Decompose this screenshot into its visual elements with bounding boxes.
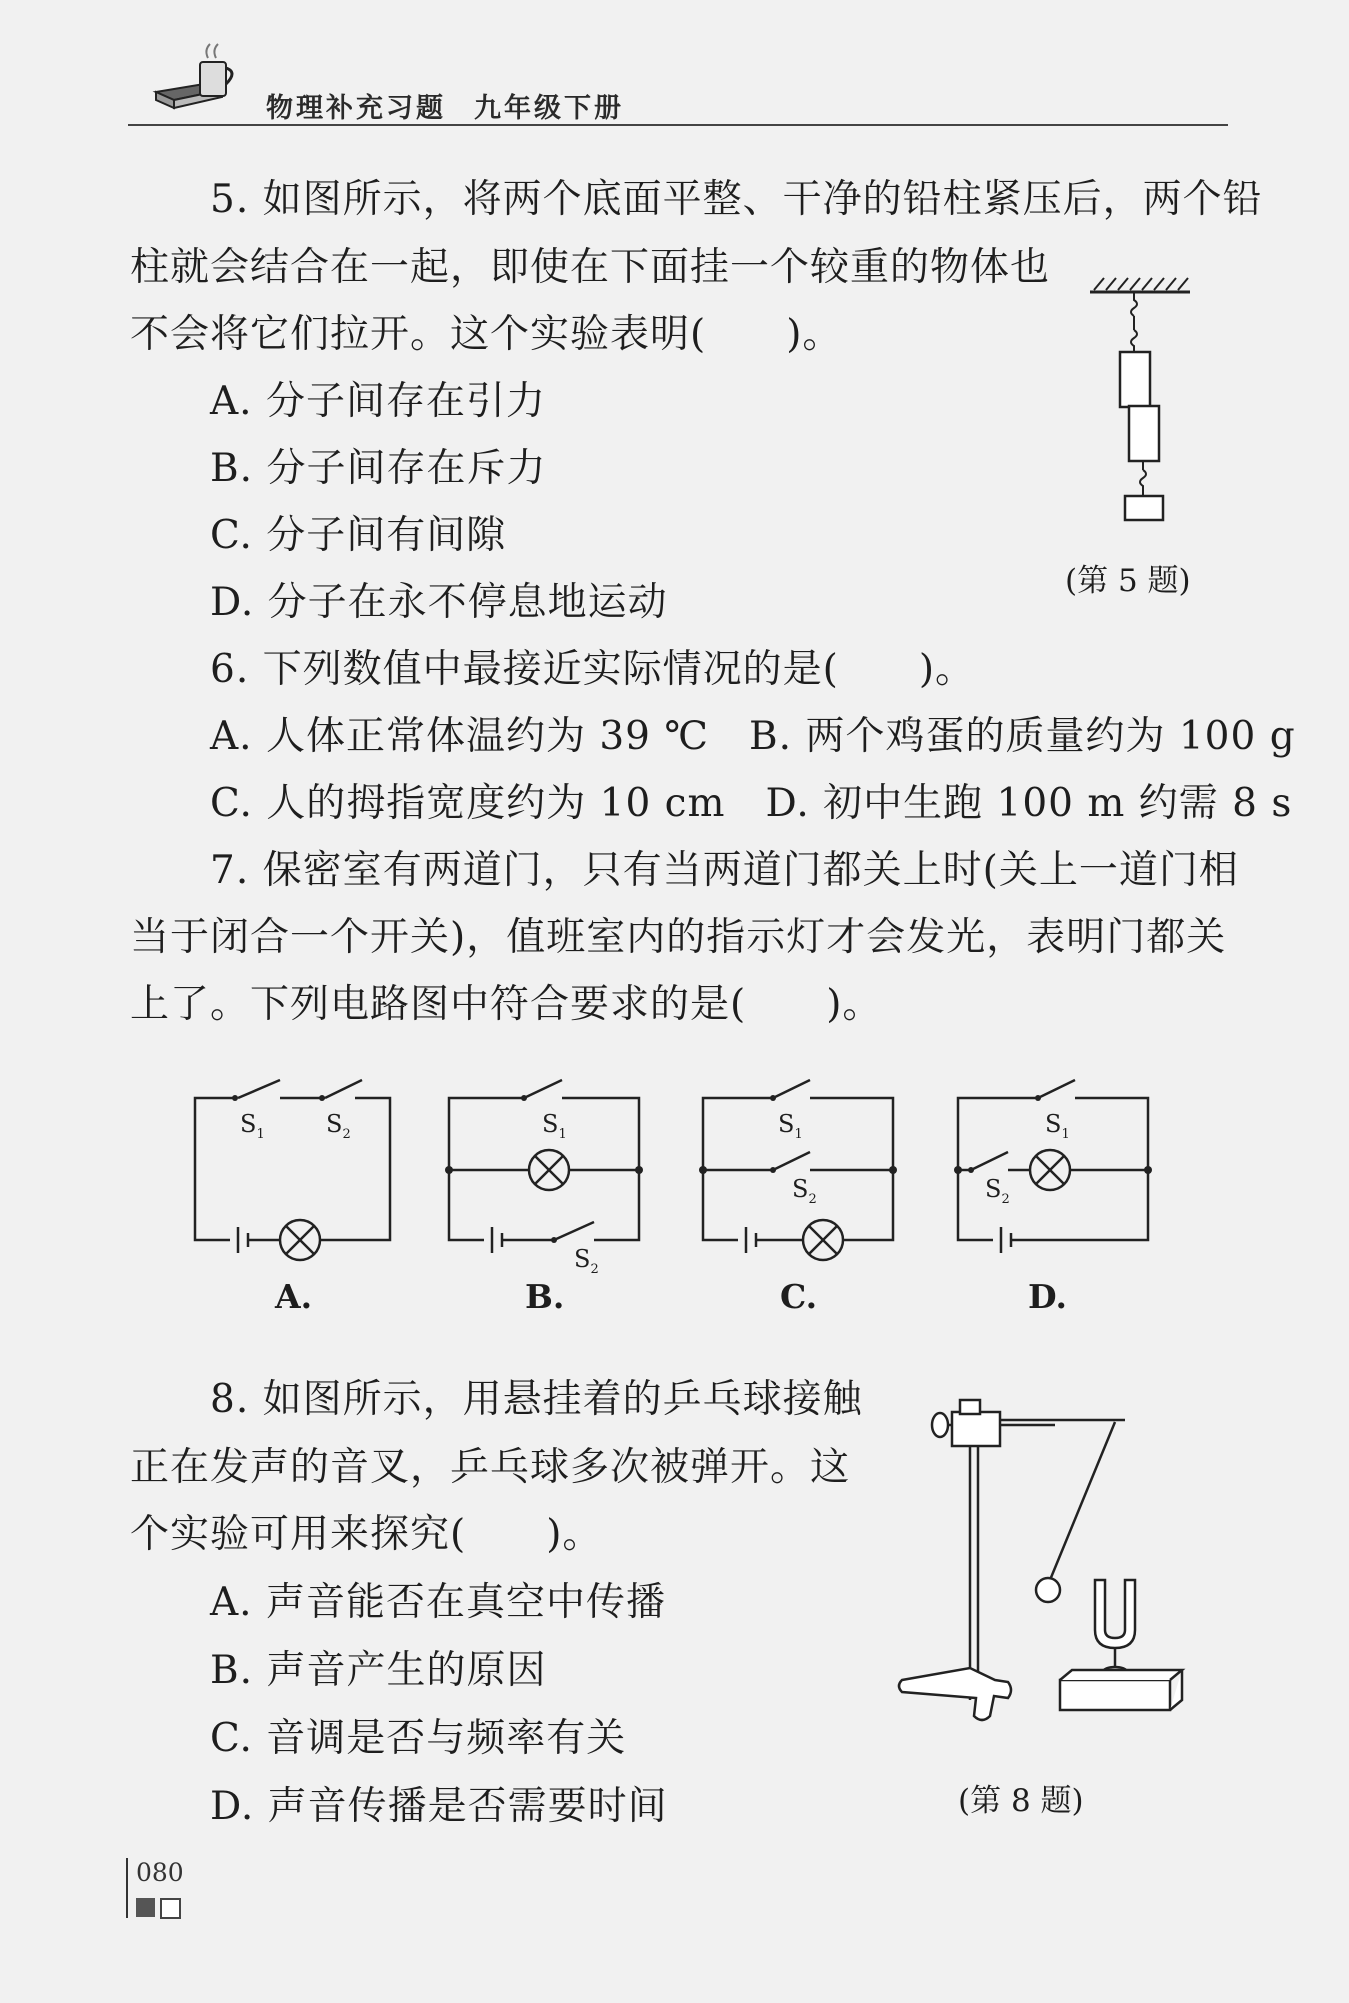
q6-options-row1: A. 人体正常体温约为 39 ℃ B. 两个鸡蛋的质量约为 100 g — [210, 714, 1296, 759]
q8-line3: 个实验可用来探究( )。 — [130, 1512, 603, 1557]
q5-option-c: C. 分子间有间隙 — [210, 513, 507, 558]
q8-figure-caption: (第 8 题) — [958, 1783, 1084, 1819]
q5-line3: 不会将它们拉开。这个实验表明( )。 — [130, 312, 843, 357]
q5-option-a: A. 分子间存在引力 — [210, 379, 546, 424]
circuit-b-switch-s2-label: $S_2$ — [574, 1245, 599, 1277]
circuit-d-switch-s2-label: $S_2$ — [985, 1175, 1010, 1207]
q7-line2: 当于闭合一个开关)，值班室内的指示灯才会发光，表明门都关 — [130, 915, 1227, 960]
filled-square-icon — [136, 1898, 155, 1917]
circuit-b-diagram — [444, 1075, 654, 1275]
q6-options-row2: C. 人的拇指宽度约为 10 cm D. 初中生跑 100 m 约需 8 s — [210, 781, 1293, 826]
circuit-d-switch-s1-label: $S_1$ — [1045, 1110, 1070, 1142]
q5-option-b: B. 分子间存在斥力 — [210, 446, 547, 491]
q8-option-d: D. 声音传播是否需要时间 — [210, 1784, 668, 1829]
q6-stem: 6. 下列数值中最接近实际情况的是( )。 — [210, 647, 976, 692]
book-and-cup-icon — [152, 40, 242, 120]
header-subtitle: 九年级下册 — [474, 93, 624, 124]
q5-line2: 柱就会结合在一起，即使在下面挂一个较重的物体也 — [130, 245, 1051, 290]
q8-line1: 8. 如图所示，用悬挂着的乒乓球接触 — [210, 1377, 863, 1422]
circuit-b-switch-s1-label: $S_1$ — [542, 1110, 567, 1142]
q8-line2: 正在发声的音叉，乒乓球多次被弹开。这 — [130, 1445, 851, 1490]
circuit-a-diagram — [190, 1075, 410, 1265]
footer-rule — [126, 1858, 128, 1918]
q8-option-b: B. 声音产生的原因 — [210, 1648, 547, 1693]
circuit-a-switch-s1-label: $S_1$ — [240, 1110, 265, 1142]
circuit-c-label: C. — [780, 1277, 818, 1316]
circuit-b-label: B. — [525, 1277, 565, 1316]
circuit-c-switch-s2-label: $S_2$ — [792, 1175, 817, 1207]
header-rule — [128, 124, 1228, 126]
page-number: 080 — [136, 1858, 184, 1887]
q8-option-a: A. 声音能否在真空中传播 — [210, 1580, 666, 1625]
q5-option-d: D. 分子在永不停息地运动 — [210, 580, 668, 625]
q8-option-c: C. 音调是否与频率有关 — [210, 1716, 627, 1761]
tuning-fork-pingpong-figure — [890, 1380, 1200, 1760]
q5-figure-caption: (第 5 题) — [1065, 563, 1191, 599]
q7-line1: 7. 保密室有两道门，只有当两道门都关上时(关上一道门相 — [210, 848, 1239, 893]
circuit-a-label: A. — [275, 1277, 313, 1316]
lead-cylinders-figure — [1080, 270, 1200, 540]
circuit-c-switch-s1-label: $S_1$ — [778, 1110, 803, 1142]
circuit-d-label: D. — [1028, 1277, 1067, 1316]
header-title: 物理补充习题 — [266, 93, 446, 124]
empty-square-icon — [160, 1898, 181, 1919]
q5-line1: 5. 如图所示，将两个底面平整、干净的铅柱紧压后，两个铅 — [210, 177, 1263, 222]
q7-line3: 上了。下列电路图中符合要求的是( )。 — [130, 982, 883, 1027]
circuit-a-switch-s2-label: $S_2$ — [326, 1110, 351, 1142]
